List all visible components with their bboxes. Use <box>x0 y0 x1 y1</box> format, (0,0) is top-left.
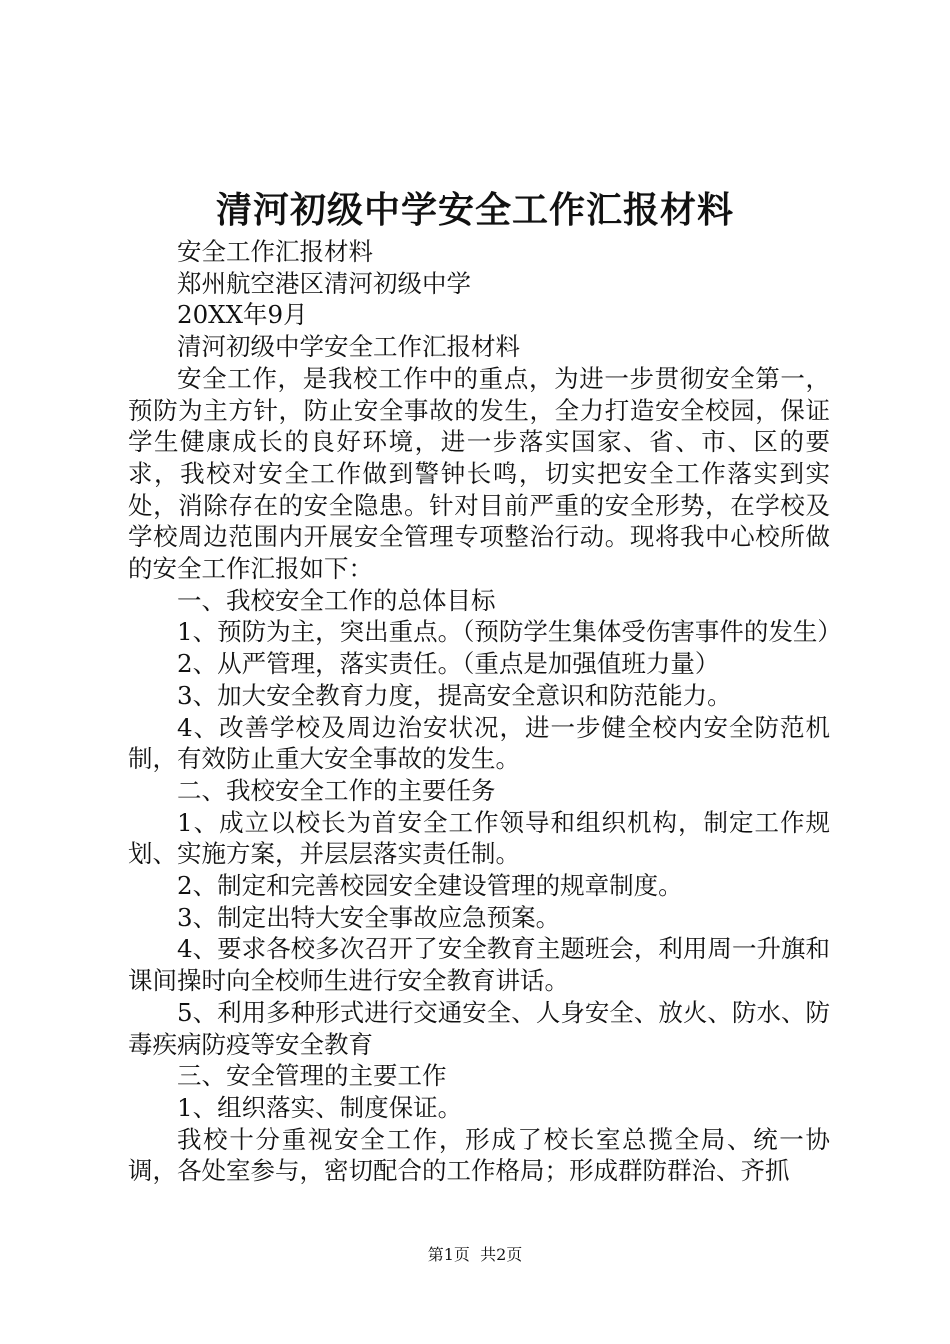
list-item: 1、成立以校长为首安全工作领导和组织机构，制定工作规划、实施方案，并层层落实责任制。 <box>128 807 830 869</box>
list-item: 2、制定和完善校园安全建设管理的规章制度。 <box>177 871 683 901</box>
page-footer <box>0 1244 950 1266</box>
document-body <box>128 236 842 1187</box>
document-title: 清河初级中学安全工作汇报材料 <box>215 189 734 231</box>
list-item: 4、要求各校多次召开了安全教育主题班会，利用周一升旗和课间操时向全校师生进行安全教育讲话。 <box>128 934 830 996</box>
paragraph-intro: 安全工作，是我校工作中的重点，为进一步贯彻安全第一，预防为主方针，防止安全事故的发生，全力打造安全校园，保证学生健康成长的良好环境，进一步落实国家、省、市、区的要求，我校对安全工作做到警钟长鸣，切实把安全工作落实到实处，消除存在的安全隐患。针对目前严重的安全形势，在学校及学校周边范围内开展安全管理专项整治行动。现将我中心校所做的安全工作汇报如下： <box>128 363 830 584</box>
paragraph-report-heading: 安全工作汇报材料 <box>177 237 373 266</box>
list-item: 5、利用多种形式进行交通安全、人身安全、放火、防水、防毒疾病防疫等安全教育 <box>128 997 830 1059</box>
list-item: 1、组织落实、制度保证。 <box>177 1092 463 1122</box>
section-heading-2: 二、我校安全工作的主要任务 <box>177 775 496 805</box>
list-item: 4、改善学校及周边治安状况，进一步健全校内安全防范机制，有效防止重大安全事故的发生。 <box>128 712 830 774</box>
list-item: 2、从严管理，落实责任。（重点是加强值班力量） <box>177 649 720 679</box>
section-heading-3: 三、安全管理的主要工作 <box>177 1061 447 1091</box>
list-item: 3、加大安全教育力度，提高安全意识和防范能力。 <box>177 680 732 710</box>
list-item: 3、制定出特大安全事故应急预案。 <box>177 902 561 932</box>
list-item: 1、预防为主，突出重点。（预防学生集体受伤害事件的发生） <box>177 617 842 647</box>
paragraph-body: 我校十分重视安全工作，形成了校长室总揽全局、统一协调，各处室参与，密切配合的工作格局；形成群防群治、齐抓 <box>128 1124 830 1186</box>
page-number: 第1页 共2页 <box>427 1245 523 1264</box>
paragraph-report-title: 清河初级中学安全工作汇报材料 <box>177 332 520 362</box>
paragraph-school-name: 郑州航空港区清河初级中学 <box>177 268 471 298</box>
paragraph-date: 20XX年9月 <box>177 300 308 330</box>
section-heading-1: 一、我校安全工作的总体目标 <box>177 585 496 615</box>
